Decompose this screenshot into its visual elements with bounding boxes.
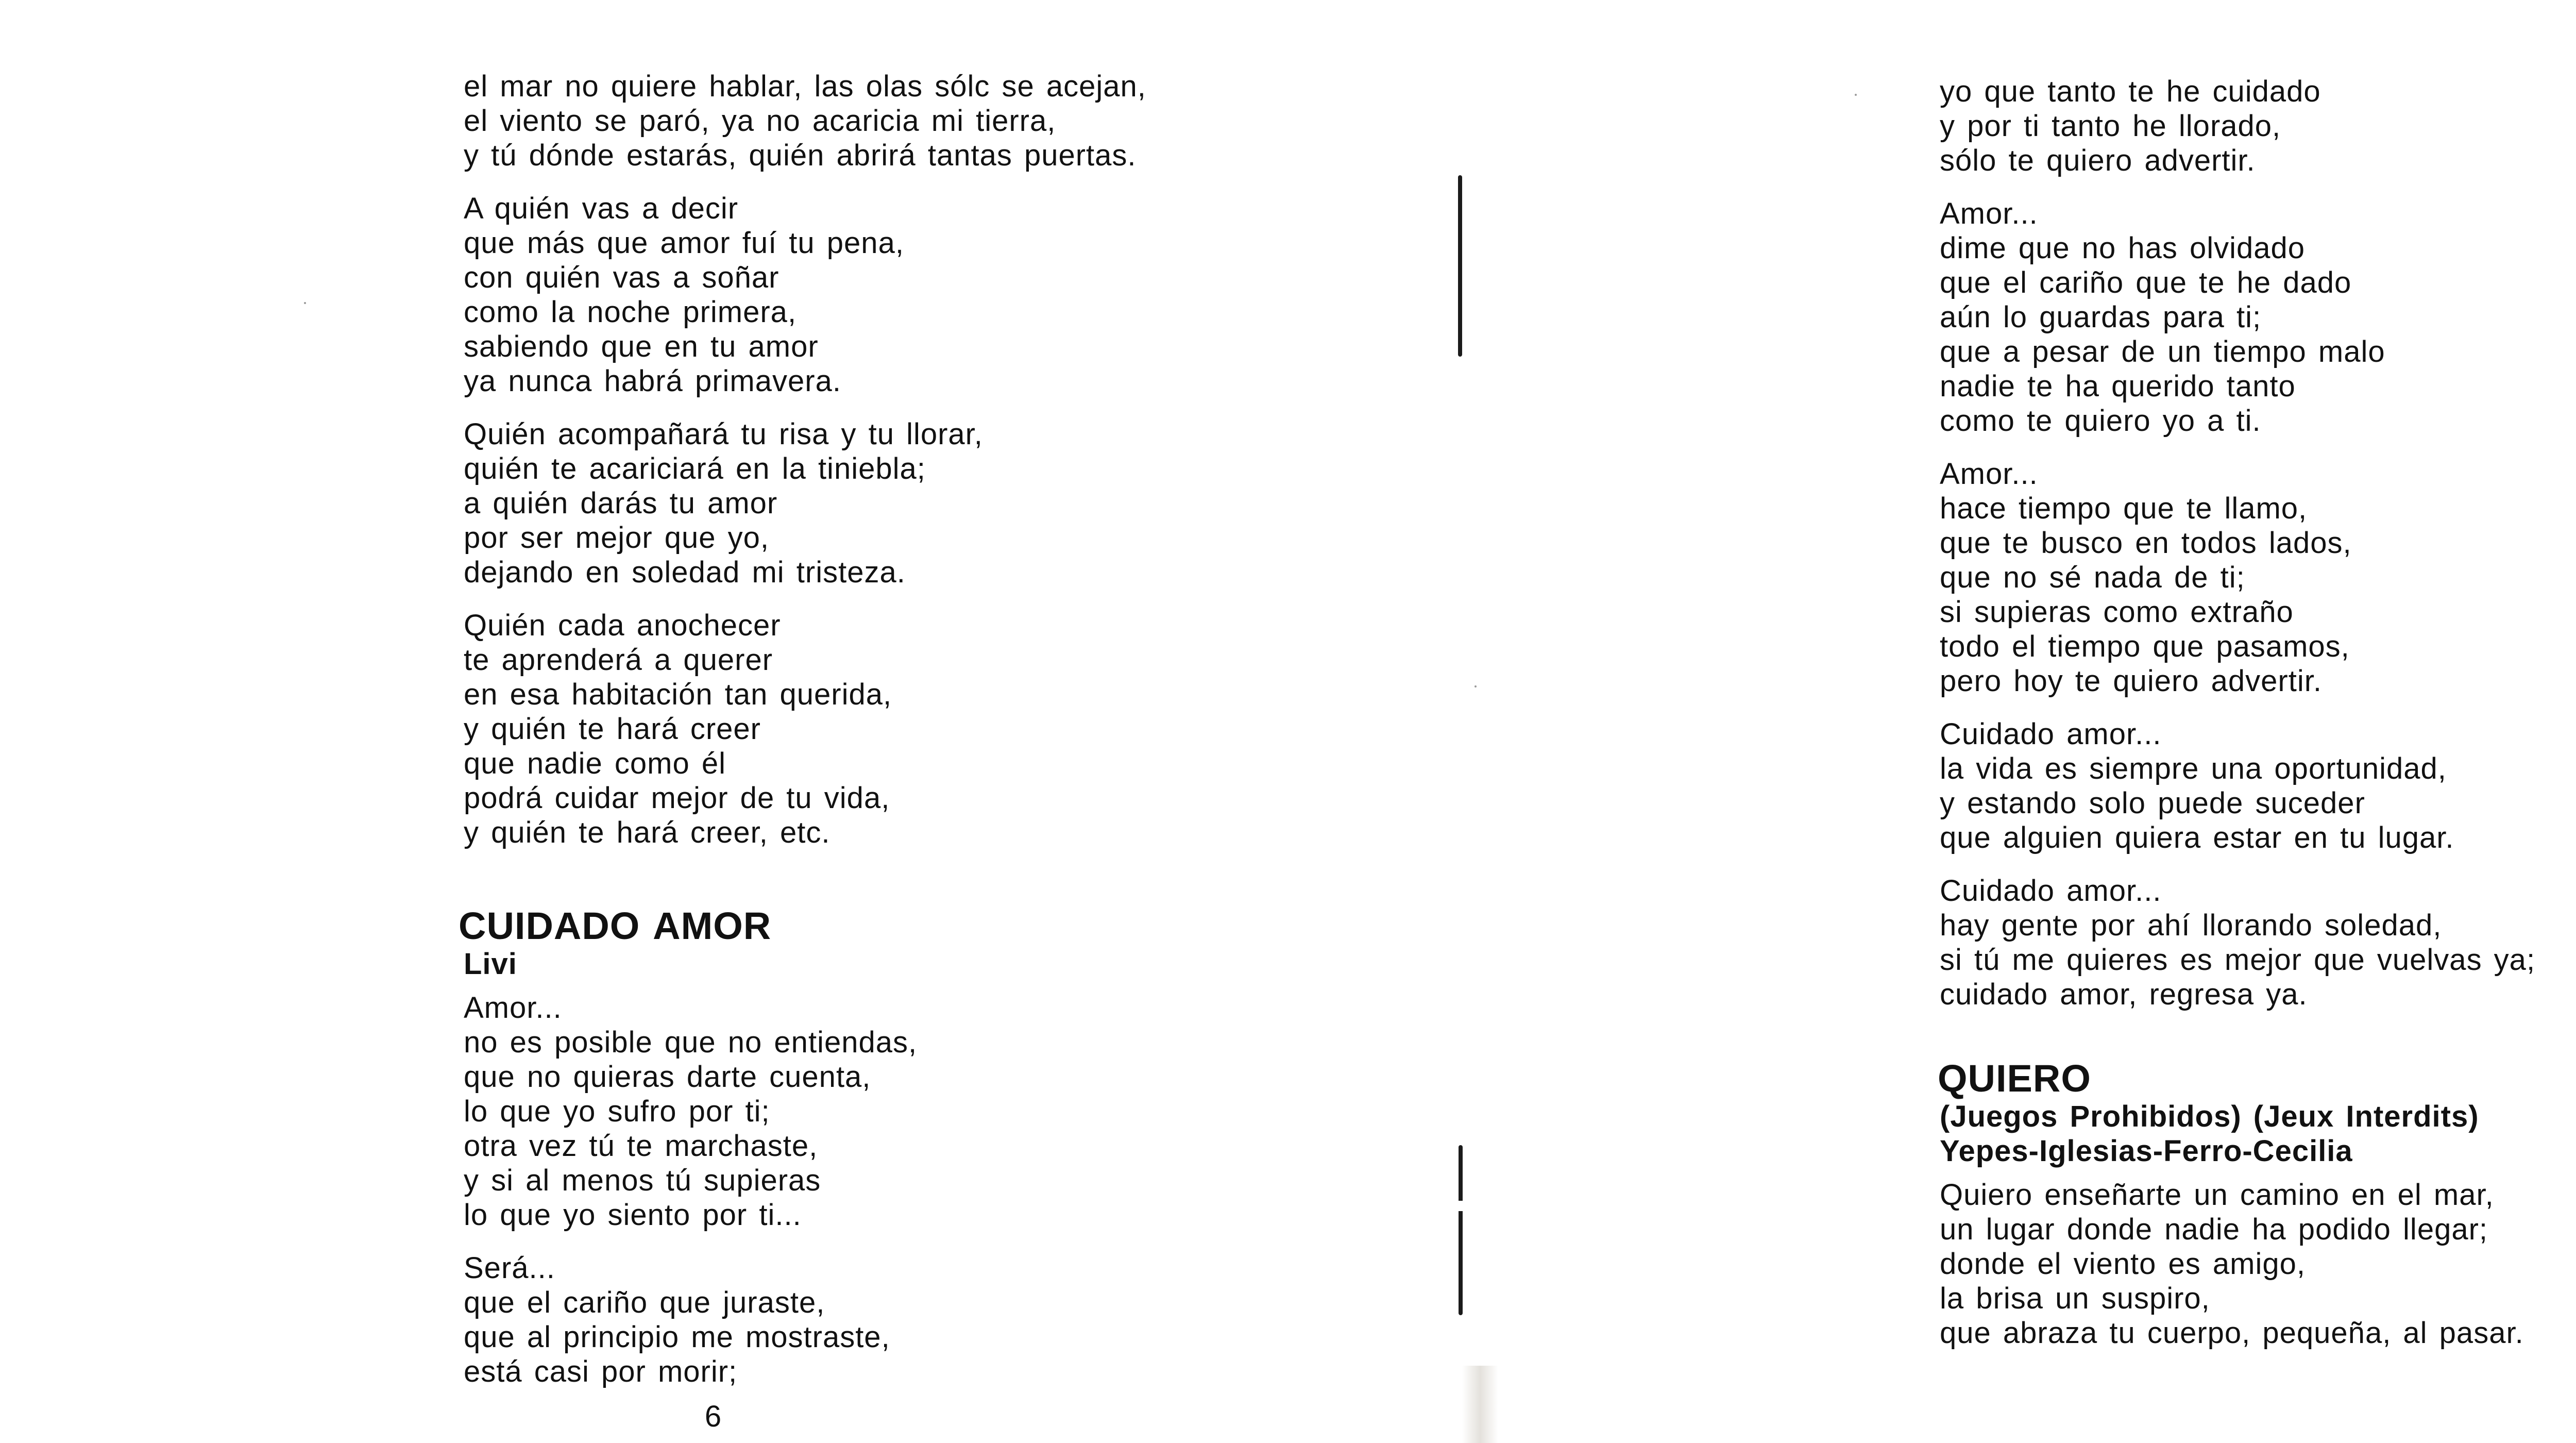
lyric-line: que nadie como él (464, 747, 726, 780)
stanza (1940, 74, 2576, 178)
lyric-line: si tú me quieres es mejor que vuelvas ya; (1940, 943, 2536, 977)
stanza (1940, 717, 2576, 855)
song-lyrics (1940, 1178, 2576, 1350)
lyric-line: y quién te hará creer, etc. (464, 816, 831, 849)
lyric-line: que no sé nada de ti; (1940, 561, 2245, 594)
lyric-line: Quién cada anochecer (464, 609, 781, 642)
staple-top (1458, 175, 1462, 357)
lyric-line: te aprenderá a querer (464, 643, 773, 677)
right-continued-lyrics (1940, 74, 2576, 1012)
lyric-line: con quién vas a soñar (464, 261, 779, 294)
lyric-line: el mar no quiere hablar, las olas sólc se acejan, (464, 70, 1146, 103)
lyric-line: que el cariño que juraste, (464, 1286, 825, 1319)
lyric-line: la brisa un suspiro, (1940, 1282, 2210, 1315)
lyric-line: Amor... (1940, 197, 2038, 230)
lyric-line: Cuidado amor... (1940, 717, 2162, 751)
lyric-line: nadie te ha querido tanto (1940, 370, 2296, 403)
lyric-line: aún lo guardas para ti; (1940, 300, 2262, 334)
lyric-line: Quiero enseñarte un camino en el mar, (1940, 1178, 2494, 1212)
staple-gap (1457, 1201, 1464, 1211)
lyric-line: a quién darás tu amor (464, 486, 778, 520)
lyric-line: Amor... (1940, 457, 2038, 491)
song-cuidado-amor (459, 904, 1340, 1389)
lyric-line: lo que yo siento por ti... (464, 1198, 802, 1232)
lyric-line: que el cariño que te he dado (1940, 266, 2352, 299)
paper-speck (304, 302, 306, 304)
lyric-line: dejando en soledad mi tristeza. (464, 556, 906, 589)
stanza (1940, 874, 2576, 1012)
lyric-line: Quién acompañará tu risa y tu llorar, (464, 417, 983, 451)
stanza (464, 991, 1340, 1232)
lyric-line: el viento se paró, ya no acaricia mi tierra, (464, 104, 1056, 138)
lyric-line: un lugar donde nadie ha podido llegar; (1940, 1213, 2488, 1246)
lyric-line: otra vez tú te marchaste, (464, 1129, 818, 1163)
left-text-column (459, 69, 1340, 1407)
lyric-line: Cuidado amor... (1940, 874, 2162, 908)
lyric-line: Amor... (464, 991, 562, 1025)
right-page (1461, 0, 2576, 1443)
paper-speck (1855, 94, 1857, 96)
lyric-line: que a pesar de un tiempo malo (1940, 335, 2385, 368)
song-quiero (1940, 1058, 2576, 1350)
left-continued-lyrics (464, 69, 1340, 850)
lyric-line: cuidado amor, regresa ya. (1940, 978, 2308, 1011)
lyric-line: ya nunca habrá primavera. (464, 364, 841, 398)
paper-speck (1475, 685, 1477, 687)
gutter-shadow (1462, 1366, 1498, 1443)
lyric-line: A quién vas a decir (464, 192, 739, 225)
lyric-line: y quién te hará creer (464, 712, 761, 746)
lyric-line: dime que no has olvidado (1940, 231, 2306, 265)
lyric-line: no es posible que no entiendas, (464, 1026, 918, 1059)
song-title: CUIDADO AMOR (459, 904, 772, 947)
lyric-line: está casi por morir; (464, 1355, 738, 1388)
lyric-line: y tú dónde estarás, quién abrirá tantas puertas. (464, 139, 1137, 172)
song-lyrics (464, 991, 1340, 1389)
lyric-line: lo que yo sufro por ti; (464, 1095, 770, 1128)
lyric-line: donde el viento es amigo, (1940, 1247, 2306, 1281)
stanza (464, 1251, 1340, 1389)
stanza (1940, 457, 2576, 698)
stanza (1940, 196, 2576, 438)
lyric-line: y si al menos tú supieras (464, 1164, 821, 1197)
stanza (464, 69, 1340, 173)
stanza (464, 191, 1340, 398)
lyric-line: si supieras como extraño (1940, 595, 2294, 629)
lyric-line: que te busco en todos lados, (1940, 526, 2352, 560)
song-title: QUIERO (1938, 1057, 2091, 1100)
lyric-line: que más que amor fuí tu pena, (464, 226, 904, 260)
lyric-line: quién te acariciará en la tiniebla; (464, 452, 926, 485)
lyric-line: la vida es siempre una oportunidad, (1940, 752, 2447, 785)
lyric-line: que alguien quiera estar en tu lugar. (1940, 821, 2454, 854)
lyric-line: sabiendo que en tu amor (464, 330, 819, 363)
lyric-line: todo el tiempo que pasamos, (1940, 630, 2350, 663)
song-author: Yepes-Iglesias-Ferro-Cecilia (1940, 1134, 2353, 1168)
lyric-line: y por ti tanto he llorado, (1940, 109, 2281, 143)
right-text-column (1940, 74, 2576, 1369)
staple-bottom (1459, 1145, 1463, 1315)
page-number: 6 (704, 1400, 722, 1433)
song-author: Livi (464, 947, 517, 981)
lyric-line: como la noche primera, (464, 295, 797, 329)
lyric-line: que al principio me mostraste, (464, 1320, 890, 1354)
lyric-line: sólo te quiero advertir. (1940, 144, 2256, 177)
lyric-line: yo que tanto te he cuidado (1940, 75, 2321, 108)
lyric-line: que abraza tu cuerpo, pequeña, al pasar. (1940, 1316, 2524, 1350)
lyric-line: por ser mejor que yo, (464, 521, 770, 555)
song-subtitle: (Juegos Prohibidos) (Jeux Interdits) (1940, 1100, 2479, 1133)
lyric-line: podrá cuidar mejor de tu vida, (464, 781, 890, 815)
lyric-line: hay gente por ahí llorando soledad, (1940, 909, 2442, 942)
lyric-line: pero hoy te quiero advertir. (1940, 664, 2322, 698)
stanza (464, 417, 1340, 590)
lyric-line: Será... (464, 1251, 555, 1285)
lyric-line: que no quieras darte cuenta, (464, 1060, 871, 1094)
stanza (1940, 1178, 2576, 1350)
lyric-line: como te quiero yo a ti. (1940, 404, 2261, 438)
lyric-line: en esa habitación tan querida, (464, 678, 892, 711)
stanza (464, 608, 1340, 850)
lyric-line: y estando solo puede suceder (1940, 786, 2365, 820)
lyric-line: hace tiempo que te llamo, (1940, 492, 2308, 525)
